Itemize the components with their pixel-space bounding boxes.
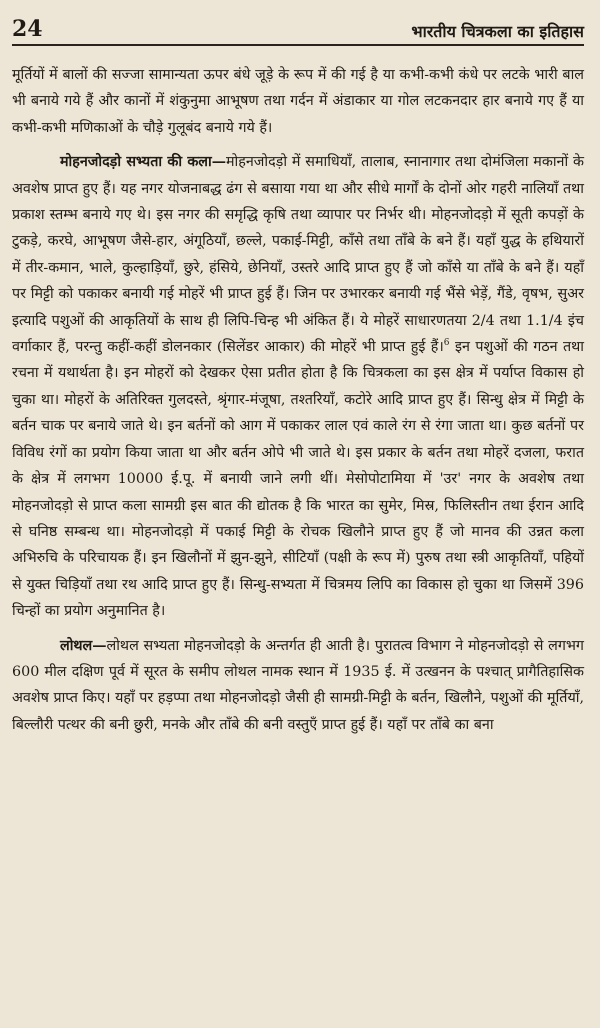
page-header: [12, 0, 584, 46]
paragraph-text: लोथल सभ्यता मोहनजोदड़ो के अन्तर्गत ही आती है। पुरातत्व विभाग ने मोहनजोदड़ो से लगभग 600 मील दक्षिण पूर्व में सूरत के समीप लोथल नामक स्थान में 1935 ई. में उत्खनन के पश्चात् प्रागैतिहासिक अवशेष प्राप्त किए। यहाँ पर हड़प्पा तथा मोहनजोदड़ो जैसी ही सामग्री-मिट्टी के बर्तन, खिलौने, पशुओं की मूर्तियाँ, बिल्लौरी पत्थर की बनी छुरी, मनके और ताँबे की बनी वस्तुएँ प्राप्त हुई हैं। यहाँ पर ताँबे का बना: [12, 637, 584, 733]
paragraph-lothal: [12, 633, 584, 739]
paragraph-text: मोहनजोदड़ो में समाधियाँ, तालाब, स्नानागार तथा दोमंजिला मकानों के अवशेष प्राप्त हुए हैं। यह नगर योजनाबद्ध ढंग से बसाया गया था और सीधे मार्गों के दोनों ओर गहरी नालियाँ तथा प्रकाश स्तम्भ बनाये गए थे। इस नगर की समृद्धि कृषि तथा व्यापार पर निर्भर थी। मोहनजोदड़ो में सूती कपड़ों के टुकड़े, करघे, आभूषण जैसे-हार, अंगूठियाँ, छल्ले, पकाई-मिट्टी, काँसे तथा ताँबे के बने हैं। यहाँ युद्ध के हथियारों में तीर-कमान, भाले, कुल्हाड़ियाँ, छुरे, हंसिये, छेनियाँ, उस्तरे आदि प्राप्त हुए हैं जो काँसे या ताँबे के बने हैं। यहाँ पर मिट्टी को पकाकर बनायी गई मोहरें भी प्राप्त हुई हैं। जिन पर उभारकर बनायी गई भैंसे भेड़ें, गैंडे, वृषभ, सुअर इत्यादि पशुओं की आकृतियों के साथ ही लिपि-चिन्ह भी अंकित हैं। ये मोहरें साधारणतया 2/4 तथा 1.1/4 इंच वर्गाकार हैं, परन्तु कहीं-कहीं डोलनकार (सिलेंडर आकार) की मोहरें भी प्राप्त हुई हैं।: [12, 154, 585, 356]
footnote-reference: 6: [443, 338, 450, 349]
section-heading-mohenjodaro: मोहनजोदड़ो सभ्यता की कला—: [60, 154, 226, 171]
page-number: 24: [12, 16, 43, 42]
paragraph-mohenjodaro-art: [12, 149, 584, 624]
paragraph-text: मूर्तियों में बालों की सज्जा सामान्यता ऊपर बंधे जूड़े के रूप में की गई है या कभी-कभी कंधे पर लटके भारी बाल भी बनाये गये हैं और कानों में शंकुनुमा आभूषण तथा गर्दन में अंडाकार या गोल लटकनदार हार बनाये गए हैं या कभी-कभी मणिकाओं के चौड़े गुलूबंद बनाये गये हैं।: [12, 67, 584, 136]
running-title: भारतीय चित्रकला का इतिहास: [411, 22, 584, 41]
paragraph-sculpture-hair: [12, 62, 584, 141]
body-text: [12, 62, 584, 738]
paragraph-text-continued: इन पशुओं की गठन तथा रचना में यथार्थता है। इन मोहरों को देखकर ऐसा प्रतीत होता है कि चित्रकला का इस क्षेत्र में पर्याप्त विकास हो चुका था। मोहरों के अतिरिक्त गुलदस्ते, श्रृंगार-मंजूषा, तश्तरियाँ, कटोरे आदि प्राप्त हुए हैं। सिन्धु क्षेत्र में मिट्टी के बर्तन चाक पर बनाये जाते थे। इन बर्तनों को आग में पकाकर लाल एवं काले रंग से रंगा जाता था। कुछ बर्तनों पर विविध रंगों का प्रयोग किया जाता था और बर्तन ओपे भी जाते थे। इस प्रकार के बर्तन तथा मोहरें दजला, फरात के क्षेत्र में लगभग 10000 ई.पू. में बनायी जाने लगी थीं। मेसोपोटामिया में 'उर' नगर के अवशेष तथा मोहनजोदड़ो से प्राप्त कला सामग्री इस बात की द्योतक है कि भारत का सुमेर, मिस्र, फिलिस्तीन तथा ईरान आदि से घनिष्ठ सम्बन्ध था। मोहनजोदड़ो में पकाई मिट्टी के रोचक खिलौने प्राप्त हुए हैं जो मानव की उन्नत कला अभिरुचि के परिचायक हैं। इन खिलौनों में झुन-झुने, सीटियाँ (पक्षी के रूप में) पुरुष तथा स्त्री आकृतियाँ, पहियों से युक्त चिड़ियाँ तथा रथ आदि प्राप्त हुए हैं। सिन्धु-सभ्यता में चित्रमय लिपि का विकास हो चुका था जिसमें 396 चिन्हों का प्रयोग अनुमानित है।: [12, 339, 584, 620]
section-heading-lothal: लोथल—: [60, 637, 107, 654]
